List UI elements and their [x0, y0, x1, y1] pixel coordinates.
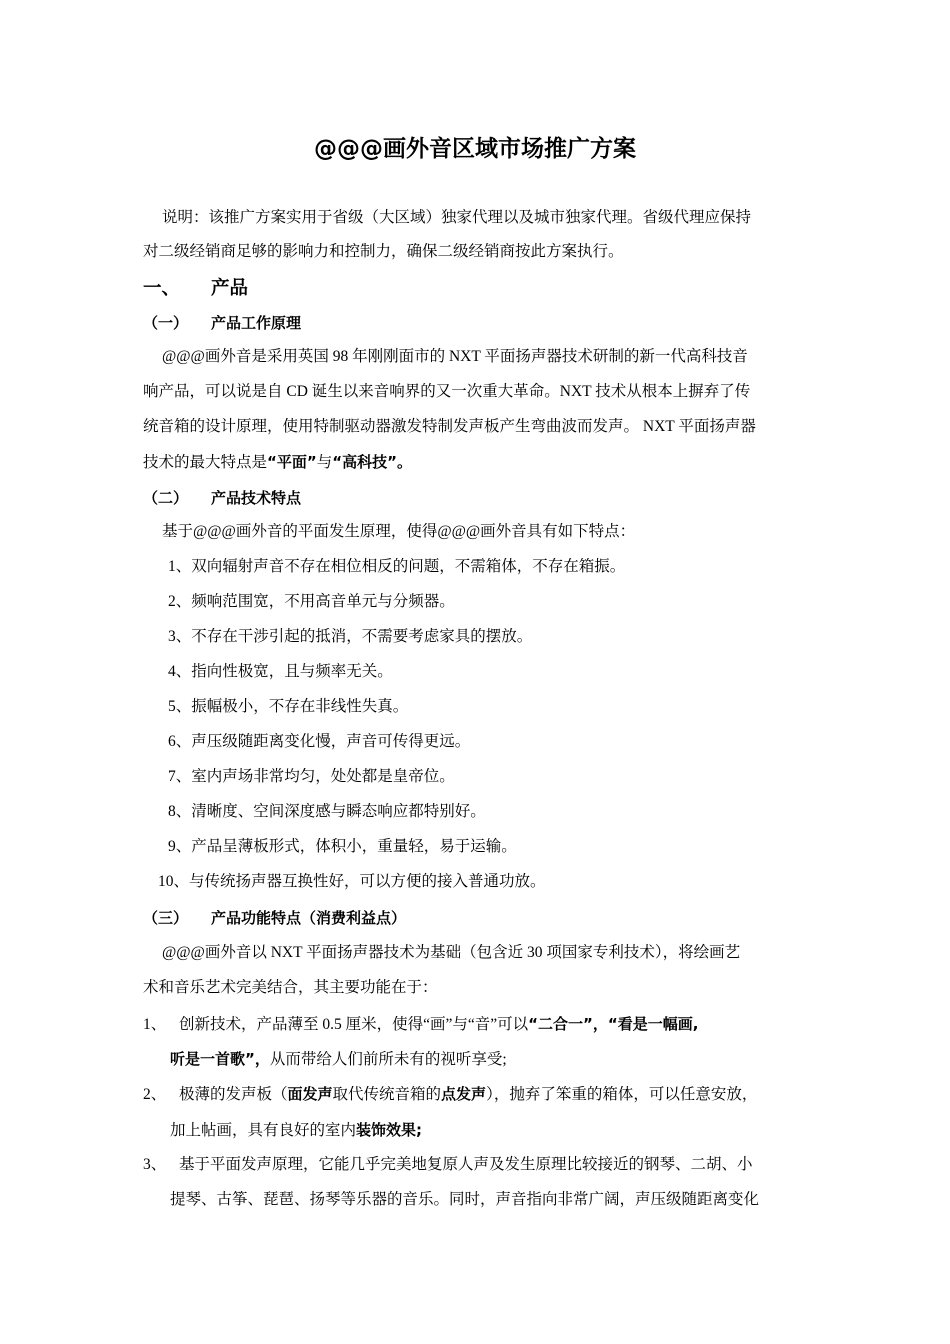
function-point-1-line-2 — [170, 1049, 507, 1070]
principle-line-1: @@@画外音是采用英国 98 年刚刚面市的 NXT 平面扬声器技术研制的新一代高科技音 — [162, 348, 748, 365]
subsection-number: （一） — [143, 314, 189, 332]
tech-item: 7、室内声场非常均匀，处处都是皇帝位。 — [168, 768, 455, 785]
tech-item: 1、双向辐射声音不存在相位相反的问题，不需箱体，不存在箱振。 — [168, 558, 626, 575]
function-point-1-line-1 — [143, 1014, 698, 1035]
function-intro-line-2: 术和音乐艺术完美结合，其主要功能在于： — [143, 979, 438, 996]
tech-item: 10、与传统扬声器互换性好，可以方便的接入普通功放。 — [158, 873, 546, 890]
principle-line-3: 统音箱的设计原理，使用特制驱动器激发特制发声板产生弯曲波而发声。 NXT 平面扬声器 — [143, 418, 756, 435]
point-text: 基于平面发声原理，它能几乎完美地复原人声及发生原理比较接近的钢琴、二胡、小 — [179, 1156, 753, 1173]
bold-surface-sound: 面发声 — [287, 1085, 333, 1103]
principle-text-and: 与 — [316, 454, 333, 471]
subsection-title: 产品技术特点 — [211, 489, 302, 507]
bold-song: 听是一首歌”， — [170, 1050, 270, 1068]
function-point-3-line-2: 提琴、古筝、琵琶、扬琴等乐器的音乐。同时，声音指向非常广阔，声压级随距离变化 — [170, 1191, 760, 1208]
tech-item: 6、声压级随距离变化慢，声音可传得更远。 — [168, 733, 471, 750]
function-intro-line-1: @@@画外音以 NXT 平面扬声器技术为基础（包含近 30 项国家专利技术），将绘画艺 — [162, 944, 741, 961]
tech-item: 5、振幅极小，不存在非线性失真。 — [168, 698, 409, 715]
point-text: 加上帖画，具有良好的室内 — [170, 1122, 357, 1139]
bold-hightech: “高科技”。 — [332, 453, 412, 471]
tech-item: 4、指向性极宽，且与频率无关。 — [168, 663, 393, 680]
point-number: 3、 — [143, 1156, 167, 1173]
section-title: 产品 — [211, 278, 249, 299]
tech-item: 9、产品呈薄板形式，体积小，重量轻，易于运输。 — [168, 838, 517, 855]
tech-item: 2、频响范围宽，不用高音单元与分频器。 — [168, 593, 455, 610]
function-point-3-line-1 — [143, 1155, 753, 1175]
function-point-2-line-1 — [143, 1084, 757, 1105]
point-text: 创新技术，产品薄至 0.5 厘米，使得“画”与“音”可以 — [179, 1016, 529, 1033]
subsection-number: （二） — [143, 489, 189, 507]
section-number: 一、 — [143, 278, 181, 299]
intro-line-2: 对二级经销商足够的影响力和控制力，确保二级经销商按此方案执行。 — [143, 243, 624, 260]
subsection-number: （三） — [143, 909, 189, 927]
bold-point-sound: 点发声 — [441, 1085, 487, 1103]
point-text: ），抛弃了笨重的箱体，可以任意安放， — [486, 1086, 758, 1103]
bold-two-in-one: “二合一”，“看是一幅画, — [528, 1015, 699, 1033]
principle-text: 技术的最大特点是 — [143, 454, 268, 471]
principle-line-4 — [143, 452, 412, 473]
tech-item: 8、清晰度、空间深度感与瞬态响应都特别好。 — [168, 803, 486, 820]
subsection-heading-principle — [143, 313, 301, 333]
bold-decoration: 装饰效果; — [356, 1121, 423, 1139]
tech-intro: 基于@@@画外音的平面发生原理，使得@@@画外音具有如下特点： — [162, 523, 636, 540]
point-text: 从而带给人们前所未有的视听享受; — [269, 1051, 507, 1068]
document-title: @@@画外音区域市场推广方案 — [314, 136, 636, 162]
subsection-title: 产品工作原理 — [211, 314, 302, 332]
subsection-heading-tech-features — [143, 488, 301, 508]
tech-item: 3、不存在干涉引起的抵消，不需要考虑家具的摆放。 — [168, 628, 533, 645]
intro-line-1: 说明：该推广方案实用于省级（大区域）独家代理以及城市独家代理。省级代理应保持 — [162, 209, 752, 226]
function-point-2-line-2 — [170, 1120, 422, 1141]
point-text: 极薄的发声板（ — [179, 1086, 288, 1103]
subsection-heading-function-features — [143, 908, 406, 928]
point-number: 1、 — [143, 1016, 167, 1033]
bold-flat: “平面” — [267, 453, 317, 471]
principle-line-2: 响产品，可以说是自 CD 诞生以来音响界的又一次重大革命。NXT 技术从根本上摒弃了传 — [143, 383, 751, 400]
section-heading-product — [143, 277, 248, 301]
point-text: 取代传统音箱的 — [332, 1086, 442, 1103]
point-number: 2、 — [143, 1086, 167, 1103]
subsection-title: 产品功能特点（消费利益点） — [211, 909, 407, 927]
